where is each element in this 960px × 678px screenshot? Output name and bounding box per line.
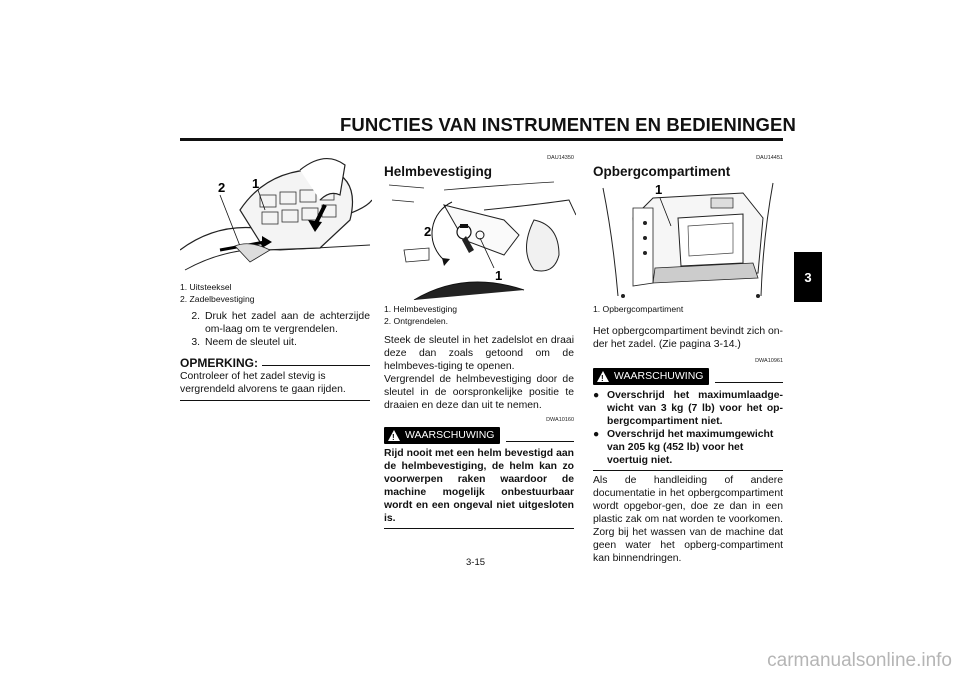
bullet-icon: ● [593,389,600,401]
callout-2: 2 [218,180,226,195]
warning-code: DWA10160 [546,417,574,423]
paragraph: Steek de sleutel in het zadelslot en draai deze dan zoals getoond om de helmbeves-tiging te openen. [384,335,574,372]
callout-1: 1 [252,176,260,191]
watermark: carmanualsonline.info [767,650,952,671]
page-title: FUNCTIES VAN INSTRUMENTEN EN BEDIENINGEN [340,114,796,135]
paragraph: Vergrendel de helmbevestiging door de sleutel in de oorspronkelijke positie te draaien en deze dan uit te nemen. [384,374,574,411]
column-3 [593,152,783,178]
remark-text: Controleer of het zadel stevig is vergrendeld alvorens te gaan rijden. [180,371,346,395]
warning-bullet: ● Overschrijd het maximumgewicht van 205 kg (452 lb) voor het voertuig niet. [593,428,774,466]
figure-caption: 2. Zadelbevestiging [180,293,255,304]
warning-icon: ! [597,371,609,382]
column-2-body [384,304,574,529]
figure-caption: 1. Uitsteeksel [180,282,232,292]
section-heading: Opbergcompartiment [593,164,731,179]
column-2 [384,152,574,178]
section-tab: 3 [794,252,822,302]
callout-1: 1 [495,268,503,283]
section-code: DAU14350 [547,155,574,161]
warning-heading: ! WAARSCHUWING [593,368,783,385]
paragraph: Het opbergcompartiment bevindt zich on-der het zadel. (Zie pagina 3-14.) [593,325,784,350]
bullet-icon: ● [593,428,600,440]
section-code: DAU14451 [756,155,783,161]
paragraph: Als de handleiding of andere documentatie in het opbergcompartiment wordt opgebor-gen, doe ze dan in een plastic zak om nat worden te voorkomen. Zorg bij het wassen van de machine dat geen water het opberg-compartiment kan binnendringen. [593,474,783,564]
warning-end-rule [384,528,574,529]
figure-caption: 1. Opbergcompartiment [593,304,684,314]
figure-caption: 2. Ontgrendelen. [384,315,449,326]
warning-code: DWA10961 [755,357,783,364]
seat-lock-illustration [180,150,372,278]
page-number: 3-15 [466,557,486,568]
step-item: 3. Neem de sleutel uit. [191,337,297,348]
warning-heading: ! WAARSCHUWING [384,427,574,444]
remark-heading: OPMERKING: [180,357,370,370]
remark-end-rule [180,400,370,401]
column-3-body [593,304,783,565]
helmet-holder-illustration [384,180,576,300]
callout-1: 1 [655,182,663,197]
step-item: 2. Druk het zadel aan de achterzijde om-laag om te vergrendelen. [191,311,370,335]
callout-2: 2 [424,224,432,239]
section-heading: Helmbevestiging [384,164,493,179]
figure-caption: 1. Helmbevestiging [384,304,458,314]
warning-text: Rijd nooit met een helm bevestigd aan de helmbevestiging, de helm kan zo voorwerpen raken waardoor de machine mogelijk onbestuurbaar wordt en een ongeval niet uitgesloten is. [384,448,574,524]
warning-icon: ! [388,430,400,441]
storage-compartment-illustration [593,178,785,302]
warning-bullet: ● Overschrijd het maximumlaadge-wicht van 3 kg (7 lb) voor het op-bergcompartiment niet. [593,389,783,427]
column-1 [180,282,370,401]
title-rule [180,138,783,141]
